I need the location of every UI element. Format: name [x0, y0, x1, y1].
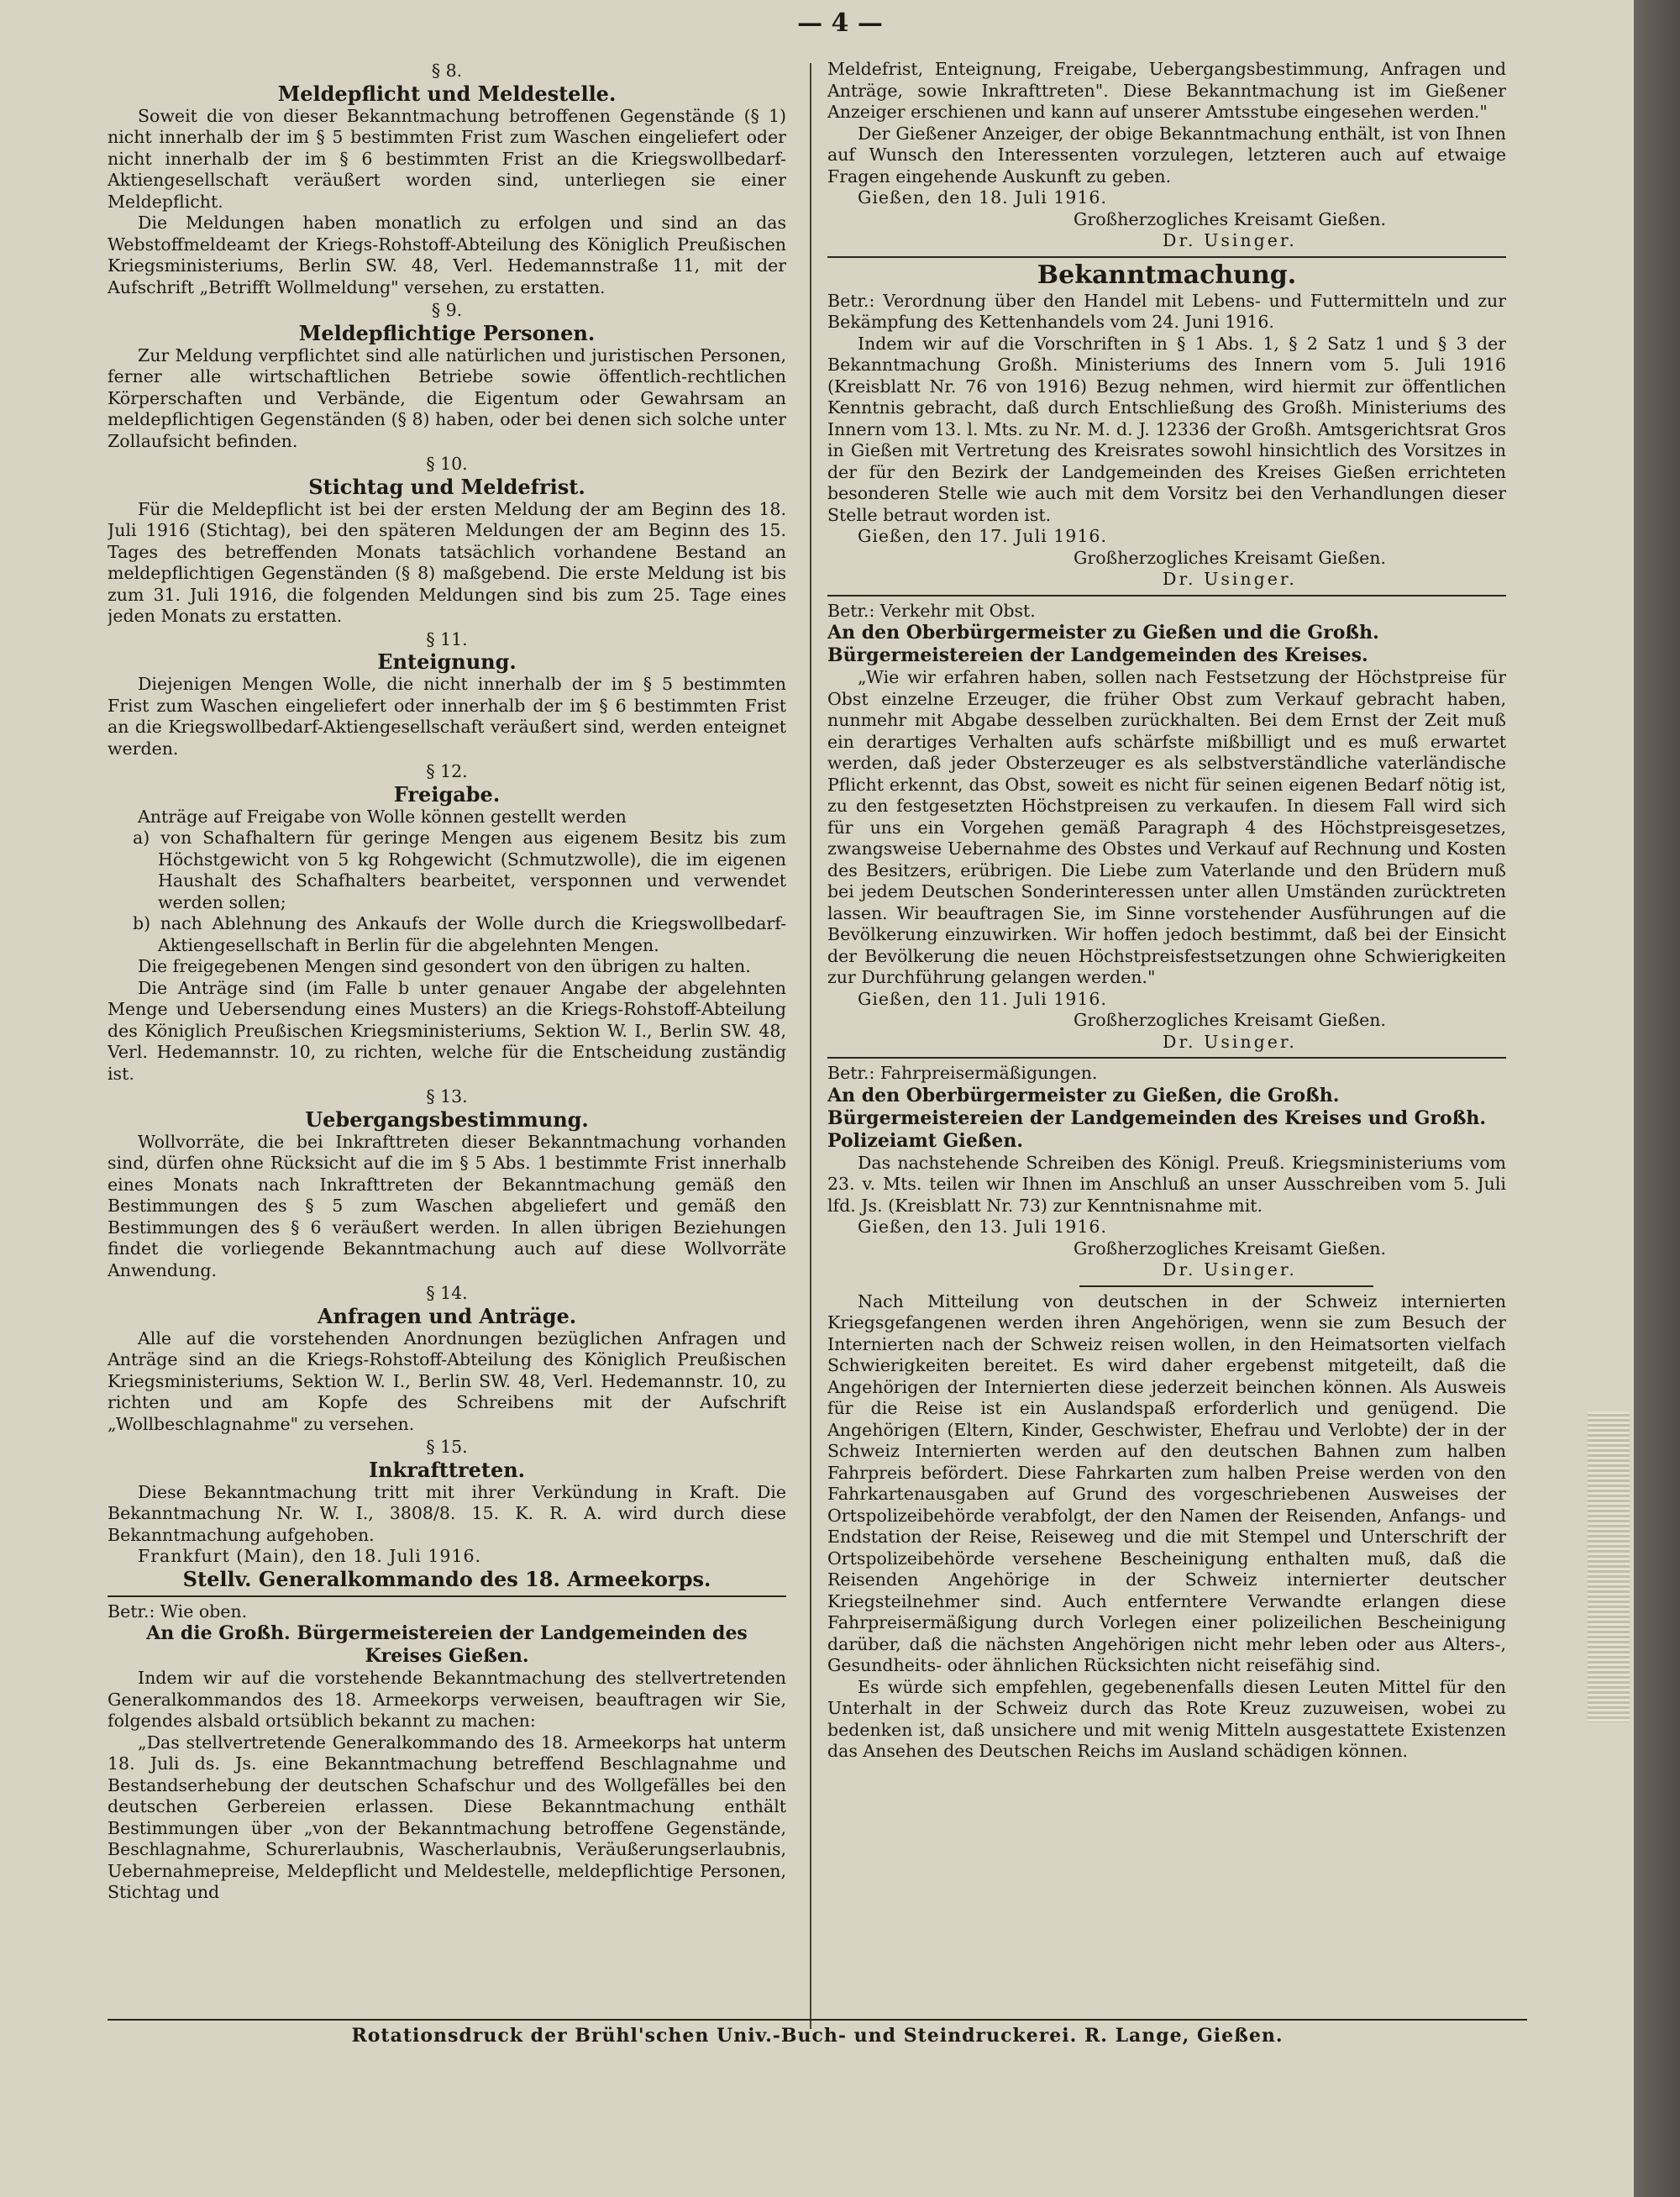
paragraph: Der Gießener Anzeiger, der obige Bekanntmachung enthält, ist von Ihnen auf Wunsch den Interessenten vorzulegen, letzteren auch auf etwaige Fragen eingehende Auskunft zu geben. [827, 123, 1506, 187]
section-heading: Freigabe. [393, 781, 501, 807]
paragraph: Diese Bekanntmachung tritt mit ihrer Verkündung in Kraft. Die Bekanntmachung Nr. W. I., 3808/8. 15. K. R. A. wird durch diese Bekanntmachung aufgehoben. [108, 1481, 786, 1545]
issuing-office: Großherzogliches Kreisamt Gießen. [1074, 547, 1386, 568]
issuing-office: Großherzogliches Kreisamt Gießen. [1074, 1238, 1386, 1259]
list-item: b) nach Ablehnung des Ankaufs der Wolle durch die Kriegswollbedarf-Aktiengesellschaft in Berlin für die abgelehnten Mengen. [133, 913, 786, 955]
divider [827, 1057, 1506, 1059]
paragraph: Die Meldungen haben monatlich zu erfolgen und sind an das Webstoffmeldeamt der Kriegs-Rohstoff-Abteilung des Königlich Preußischen Kriegsministeriums, Berlin SW. 48, Verl. Hedemannstraße 11, mit der Aufschrift „Betrifft Wollmeldung" versehen, zu erstatten. [108, 213, 786, 297]
section-number: § 10. [426, 454, 468, 474]
place-date: Gießen, den 17. Juli 1916. [858, 526, 1107, 546]
left-column [108, 59, 786, 2033]
divider [827, 256, 1506, 258]
page-number: — 4 — [797, 8, 883, 38]
paragraph: Zur Meldung verpflichtet sind alle natürlichen und juristischen Personen, ferner alle wirtschaftlichen Betriebe sowie öffentlich-rechtlichen Körperschaften und Verbände, die Eigentum oder Gewahrsam an meldepflichtigen Gegenständen (§ 8) haben, oder bei denen sich solche unter Zollaufsicht befinden. [108, 344, 786, 451]
section-heading: Meldepflicht und Meldestelle. [277, 81, 617, 106]
issuing-office: Großherzogliches Kreisamt Gießen. [1074, 208, 1386, 229]
scan-border [1634, 0, 1680, 2197]
divider [827, 595, 1506, 597]
list-item: a) von Schafhaltern für geringe Mengen aus eigenem Besitz bis zum Höchstgewicht von 5 kg Rohgewicht (Schmutzwolle), die im eigenen Haushalt des Schafhalters bearbeitet, versponnen und verwendet werden sollen; [133, 828, 786, 912]
paragraph: Wollvorräte, die bei Inkrafttreten dieser Bekanntmachung vorhanden sind, dürfen ohne Rücksicht auf die im § 5 Abs. 1 bestimmte Frist innerhalb eines Monats nach Inkrafttreten der Bekanntmachung gemäß den Bestimmungen des § 5 zum Waschen abgeliefert und gemäß den Bestimmungen des § 6 veräußert werden. In allen übrigen Beziehungen findet die vorliegende Bekanntmachung auch auf diese Wollvorräte Anwendung. [108, 1131, 786, 1280]
paper-fold-mark [1588, 1411, 1630, 1722]
divider [1079, 1285, 1373, 1287]
addressee: An die Großh. Bürgermeistereien der Landgemeinden des Kreises Gießen. [146, 1622, 748, 1667]
section-number: § 15. [426, 1437, 468, 1457]
section-number: § 11. [426, 628, 468, 649]
section-number: § 9. [431, 300, 463, 320]
paragraph: „Wie wir erfahren haben, sollen nach Festsetzung der Höchstpreise für Obst einzelne Erzeuger, die früher Obst zum Verkauf gebracht haben, nunmehr mit Abgabe desselben zurückhalten. Bei dem Ernst der Zeit muß ein derartiges Verhalten aufs schärfste mißbilligt und es muß erwartet werden, daß jeder Obsterzeuger es als selbstverständliche vaterländische Pflicht erkennt, das Obst, soweit es nicht für seinen eigenen Bedarf nötig ist, zu den festgesetzten Höchstpreisen zu verkaufen. In diesem Fall wird sich für uns ein Vorgehen gemäß Paragraph 4 des Höchstpreisgesetzes, zwangsweise Uebernahme des Obstes und Verkauf auf Rechnung und Kosten des Besitzers, erübrigen. Die Liebe zum Vaterlande und den Brüdern muß bei jedem Deutschen Sonderinteressen unter allen Umständen zurücktreten lassen. Wir beauftragen Sie, im Sinne vorstehender Ausführungen auf die Bevölkerung einzuwirken. Wir hoffen jedoch bestimmt, daß bei der Einsicht der Bevölkerung die neuen Höchstpreisfestsetzungen ohne Schwierigkeiten zur Durchführung gelangen werden." [827, 667, 1506, 987]
paragraph: Diejenigen Mengen Wolle, die nicht innerhalb der im § 5 bestimmten Frist zum Waschen eingeliefert oder innerhalb der im § 6 bestimmten Frist an die Kriegswollbedarf-Aktiengesellschaft veräußert sind, werden enteignet werden. [108, 674, 786, 759]
subject-line: Betr.: Verordnung über den Handel mit Lebens- und Futtermitteln und zur Bekämpfung des Kettenhandels vom 24. Juni 1916. [827, 290, 1506, 332]
paragraph: Es würde sich empfehlen, gegebenenfalls diesen Leuten Mittel für den Unterhalt in der Schweiz durch das Rote Kreuz zuzuweisen, wobei zu bedenken ist, daß unsichere und mit wenig Mitteln ausgestattete Existenzen das Ansehen des Deutschen Reichs im Ausland schädigen können. [827, 1676, 1506, 1761]
divider [108, 1595, 786, 1597]
signature: Dr. Usinger. [1163, 1031, 1297, 1052]
section-number: § 13. [426, 1086, 468, 1106]
section-number: § 14. [426, 1283, 468, 1303]
paragraph: Nach Mitteilung von deutschen in der Schweiz internierten Kriegsgefangenen werden ihren Angehörigen, wenn sie zum Besuch der Internierten nach der Schweiz reisen wollen, in den Heimatsorten vielfach Schwierigkeiten bereitet. Es wird daher ergebenst mitgeteilt, daß die Angehörigen der Internierten diese jederzeit beinchen können. Als Ausweis für die Reise ist ein Auslandspaß erforderlich und genügend. Die Angehörigen (Eltern, Kinder, Geschwister, Ehefrau und Verlobte) der in der Schweiz Internierten werden auf den deutschen Bahnen zum halben Fahrpreis befördert. Diese Fahrkarten zum halben Preise werden von den Fahrkartenausgaben auf Grund des vorgeschriebenen Ausweises der Ortspolizeibehörde verabfolgt, der den Namen der Reisenden, Anfangs- und Endstation der Reise, Reiseweg und die mit Stempel und Unterschrift der Ortspolizeibehörde versehene Bescheinigung enthalten muß, daß die Reisenden Angehörige in der Schweiz internierter deutscher Kriegsteilnehmer sind. Auch entferntere Verwandte erlangen diese Fahrpreisermäßigung durch Vorlegen einer polizeilichen Bescheinigung darüber, daß die nächsten Angehörigen nicht mehr leben oder aus Alters-, Gesundheits- oder ähnlichen Rücksichten nicht reisefähig sind. [827, 1290, 1506, 1675]
printer-imprint: Rotationsdruck der Brühl'schen Univ.-Buch- und Steindruckerei. R. Lange, Gießen. [351, 2025, 1284, 2047]
addressee: An den Oberbürgermeister zu Gießen und die Großh. Bürgermeistereien der Landgemeinden des Kreises. [827, 622, 1379, 666]
place-date: Gießen, den 13. Juli 1916. [858, 1217, 1107, 1237]
paragraph: Alle auf die vorstehenden Anordnungen bezüglichen Anfragen und Anträge sind an die Kriegs-Rohstoff-Abteilung des Königlich Preußischen Kriegsministeriums, Sektion W. I., Berlin SW. 48, Verl. Hedemannstr. 10, zu richten und am Kopfe des Schreibens mit der Aufschrift „Wollbeschlagnahme" zu versehen. [108, 1327, 786, 1434]
subject-line: Betr.: Verkehr mit Obst. [827, 600, 1036, 621]
paragraph: Das nachstehende Schreiben des Königl. Preuß. Kriegsministeriums vom 23. v. Mts. teilen wir Ihnen im Anschluß an unser Ausschreiben vom 5. Juli lfd. Js. (Kreisblatt Nr. 73) zur Kenntnisnahme mit. [827, 1152, 1506, 1216]
paragraph: Für die Meldepflicht ist bei der ersten Meldung der am Beginn des 18. Juli 1916 (Stichtag), bei den späteren Meldungen der am Beginn des 15. Tages des betreffenden Monats tatsächlich vorhandene Bestand an meldepflichtigen Gegenständen (§ 8) maßgebend. Die erste Meldung ist bis zum 31. Juli 1916, die folgenden Meldungen sind bis zum 25. Tage eines jeden Monats zu erstatten. [108, 498, 786, 626]
right-column [827, 59, 1506, 2033]
place-date: Frankfurt (Main), den 18. Juli 1916. [138, 1546, 482, 1566]
paragraph: „Das stellvertretende Generalkommando des 18. Armeekorps hat unterm 18. Juli ds. Js. eine Bekanntmachung betreffend Beschlagnahme und Bestandserhebung der deutschen Schafschur und des Wollgefälles bei den deutschen Gerbereien erlassen. Diese Bekanntmachung enthält Bestimmungen über „von der Bekanntmachung betroffene Gegenstände, Beschlagnahme, Schurerlaubnis, Wascherlaubnis, Veräußerungserlaubnis, Uebernahmepreise, Meldepflicht und Meldestelle, meldepflichtige Personen, Stichtag und [108, 1732, 786, 1902]
place-date: Gießen, den 11. Juli 1916. [858, 988, 1107, 1009]
place-date: Gießen, den 18. Juli 1916. [858, 187, 1107, 208]
paragraph: Indem wir auf die vorstehende Bekanntmachung des stellvertretenden Generalkommandos des 18. Armeekorps verweisen, beauftragen wir Sie, folgendes alsbald ortsüblich bekannt zu machen: [108, 1668, 786, 1731]
section-heading: Uebergangsbestimmung. [305, 1106, 589, 1132]
paragraph: Soweit die von dieser Bekanntmachung betroffenen Gegenstände (§ 1) nicht innerhalb der im § 5 bestimmten Frist zum Waschen eingeliefert oder nicht innerhalb der im § 6 bestimmten Frist an die Kriegswollbedarf-Aktiengesellschaft veräußert worden sind, unterliegen sie einer Meldepflicht. [108, 105, 786, 212]
signature-authority: Stellv. Generalkommando des 18. Armeekorps. [182, 1566, 711, 1591]
notice-title: Bekanntmachung. [1037, 260, 1297, 290]
signature: Dr. Usinger. [1163, 230, 1297, 250]
section-heading: Inkrafttreten. [368, 1457, 526, 1482]
section-number: § 12. [426, 761, 468, 781]
section-heading: Anfragen und Anträge. [317, 1303, 577, 1328]
section-heading: Stichtag und Meldefrist. [308, 474, 585, 499]
section-heading: Enteignung. [377, 649, 517, 674]
subject-line: Betr.: Wie oben. [108, 1600, 248, 1621]
signature: Dr. Usinger. [1163, 1259, 1297, 1280]
paragraph: Die freigegebenen Mengen sind gesondert von den übrigen zu halten. [138, 956, 751, 976]
paragraph: Meldefrist, Enteignung, Freigabe, Uebergangsbestimmung, Anfragen und Anträge, sowie Inkrafttreten". Diese Bekanntmachung ist im Gießener Anzeiger erschienen und kann auf unserer Amtsstube eingesehen werden." [827, 59, 1506, 122]
footer-divider [108, 2019, 1527, 2021]
subject-line: Betr.: Fahrpreisermäßigungen. [827, 1063, 1098, 1083]
column-divider [810, 63, 811, 2029]
paragraph: Anträge auf Freigabe von Wolle können gestellt werden [138, 806, 627, 827]
paragraph: Indem wir auf die Vorschriften in § 1 Abs. 1, § 2 Satz 1 und § 3 der Bekanntmachung Großh. Ministeriums des Innern vom 5. Juli 1916 (Kreisblatt Nr. 76 von 1916) Bezug nehmen, wird hiermit zur öffentlichen Kenntnis gebracht, daß durch Entschließung des Großh. Ministeriums des Innern vom 13. l. Mts. zu Nr. M. d. J. 12336 der Großh. Amtsgerichtsrat Gros in Gießen mit Vertretung des Kreisrates sowohl hinsichtlich des Vorsitzes in der für den Bezirk der Landgemeinden des Kreises Gießen errichteten besonderen Stelle wie auch mit dem Vorsitz bei den Verhandlungen dieser Stelle betraut worden ist. [827, 333, 1506, 525]
section-number: § 8. [431, 60, 463, 81]
issuing-office: Großherzogliches Kreisamt Gießen. [1074, 1010, 1386, 1030]
paragraph: Die Anträge sind (im Falle b unter genauer Angabe der abgelehnten Menge und Uebersendung eines Musters) an die Kriegs-Rohstoff-Abteilung des Königlich Preußischen Kriegsministeriums, Sektion W. I., Berlin SW. 48, Verl. Hedemannstr. 10, zu richten, welche für die Entscheidung zuständig ist. [108, 977, 786, 1084]
section-heading: Meldepflichtige Personen. [298, 320, 596, 345]
addressee: An den Oberbürgermeister zu Gießen, die Großh. Bürgermeistereien der Landgemeinden des Kreises und Großh. Polizeiamt Gießen. [827, 1084, 1487, 1152]
signature: Dr. Usinger. [1163, 569, 1297, 589]
